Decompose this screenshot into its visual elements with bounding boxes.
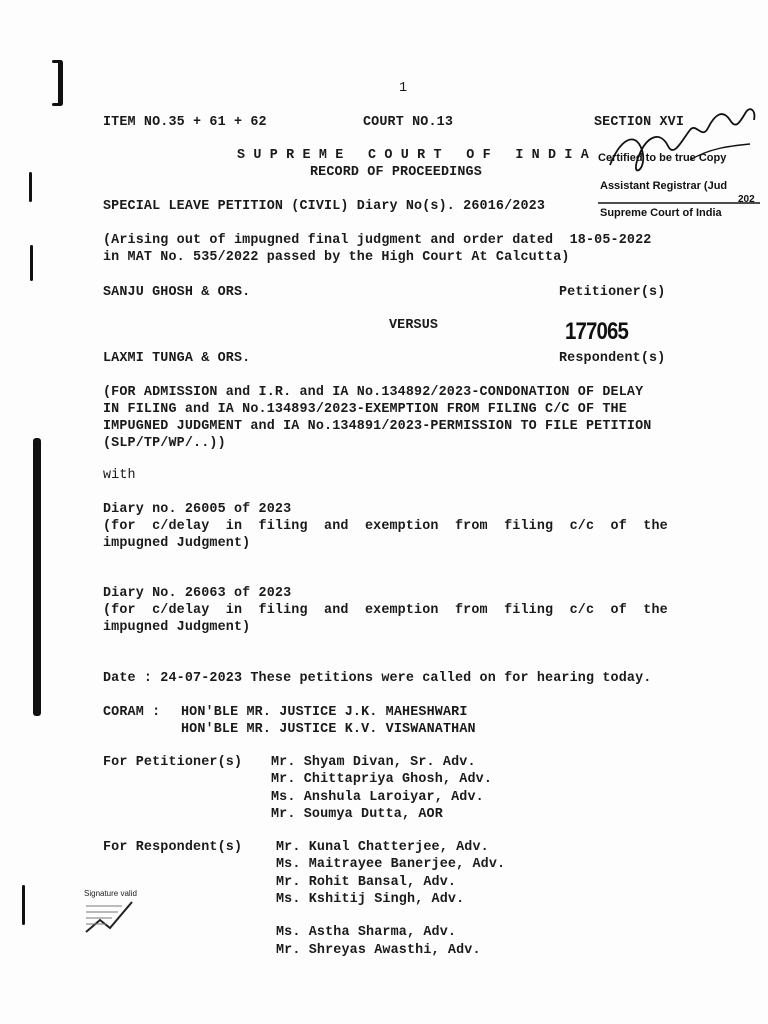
item-number: ITEM NO.35 + 61 + 62 bbox=[103, 115, 267, 130]
respondent-counsel-1: Mr. Kunal Chatterjee, Adv. bbox=[276, 840, 489, 855]
court-number: COURT NO.13 bbox=[363, 115, 454, 130]
handwritten-signature bbox=[590, 100, 768, 210]
respondent-label: Respondent(s) bbox=[559, 351, 666, 366]
scan-bracket-mid bbox=[30, 245, 33, 281]
admission-line-2: IN FILING and IA No.134893/2023-EXEMPTION FROM FILING C/C OF THE bbox=[103, 402, 627, 417]
petitioner-name: SANJU GHOSH & ORS. bbox=[103, 285, 251, 300]
digital-signature-mark bbox=[82, 898, 142, 938]
scan-bracket-top bbox=[58, 60, 63, 106]
respondent-counsel-6: Mr. Shreyas Awasthi, Adv. bbox=[276, 943, 481, 958]
certified-stamp-year: 202 bbox=[738, 194, 755, 205]
for-respondent-label: For Respondent(s) bbox=[103, 840, 243, 855]
certified-stamp-line2: Assistant Registrar (Jud bbox=[600, 180, 728, 192]
respondent-counsel-2: Ms. Maitrayee Banerjee, Adv. bbox=[276, 857, 506, 872]
scan-mark-small bbox=[29, 172, 32, 202]
respondent-counsel-5: Ms. Astha Sharma, Adv. bbox=[276, 925, 457, 940]
petitioner-counsel-1: Mr. Shyam Divan, Sr. Adv. bbox=[271, 755, 476, 770]
admission-line-4: (SLP/TP/WP/..)) bbox=[103, 436, 226, 451]
diary-1-line2: impugned Judgment) bbox=[103, 536, 251, 551]
petitioner-label: Petitioner(s) bbox=[559, 285, 666, 300]
petition-line: SPECIAL LEAVE PETITION (CIVIL) Diary No(s). 26016/2023 bbox=[103, 199, 546, 214]
diary-1-line1: (for c/delay in filing and exemption from filing c/c of the bbox=[103, 519, 668, 534]
signature-valid-label: Signature valid bbox=[84, 889, 137, 898]
scan-black-bar bbox=[33, 438, 41, 716]
petitioner-counsel-4: Mr. Soumya Dutta, AOR bbox=[271, 807, 443, 822]
petitioner-counsel-3: Ms. Anshula Laroiyar, Adv. bbox=[271, 790, 484, 805]
coram-label: CORAM : bbox=[103, 705, 161, 720]
versus-label: VERSUS bbox=[389, 318, 439, 333]
admission-line-1: (FOR ADMISSION and I.R. and IA No.134892/2023-CONDONATION OF DELAY bbox=[103, 385, 644, 400]
arising-line-1: (Arising out of impugned final judgment and order dated 18-05-2022 bbox=[103, 233, 652, 248]
coram-judge-1: HON'BLE MR. JUSTICE J.K. MAHESHWARI bbox=[181, 705, 468, 720]
court-name: S U P R E M E C O U R T O F I N D I A bbox=[237, 148, 589, 163]
respondent-name: LAXMI TUNGA & ORS. bbox=[103, 351, 251, 366]
respondent-counsel-4: Ms. Kshitij Singh, Adv. bbox=[276, 892, 465, 907]
stamp-number: 177065 bbox=[565, 318, 628, 345]
admission-line-3: IMPUGNED JUDGMENT and IA No.134891/2023-PERMISSION TO FILE PETITION bbox=[103, 419, 652, 434]
with-label: with bbox=[103, 468, 136, 483]
scan-bracket-top-tick bbox=[52, 60, 62, 63]
section-label: SECTION XVI bbox=[594, 115, 685, 130]
diary-2-line2: impugned Judgment) bbox=[103, 620, 251, 635]
certified-stamp-line1: Certified to be true Copy bbox=[598, 152, 727, 164]
diary-2-title: Diary No. 26063 of 2023 bbox=[103, 586, 292, 601]
certified-stamp-line3: Supreme Court of India bbox=[600, 207, 722, 219]
petitioner-counsel-2: Mr. Chittapriya Ghosh, Adv. bbox=[271, 772, 493, 787]
scan-mark-bottom bbox=[22, 885, 25, 925]
scan-bracket-top-tick2 bbox=[52, 103, 62, 106]
respondent-counsel-3: Mr. Rohit Bansal, Adv. bbox=[276, 875, 457, 890]
coram-judge-2: HON'BLE MR. JUSTICE K.V. VISWANATHAN bbox=[181, 722, 476, 737]
for-petitioner-label: For Petitioner(s) bbox=[103, 755, 243, 770]
record-title: RECORD OF PROCEEDINGS bbox=[310, 165, 482, 180]
page-number: 1 bbox=[399, 81, 408, 96]
arising-line-2: in MAT No. 535/2022 passed by the High Court At Calcutta) bbox=[103, 250, 570, 265]
diary-2-line1: (for c/delay in filing and exemption from filing c/c of the bbox=[103, 603, 668, 618]
diary-1-title: Diary no. 26005 of 2023 bbox=[103, 502, 292, 517]
date-line: Date : 24-07-2023 These petitions were called on for hearing today. bbox=[103, 671, 652, 686]
